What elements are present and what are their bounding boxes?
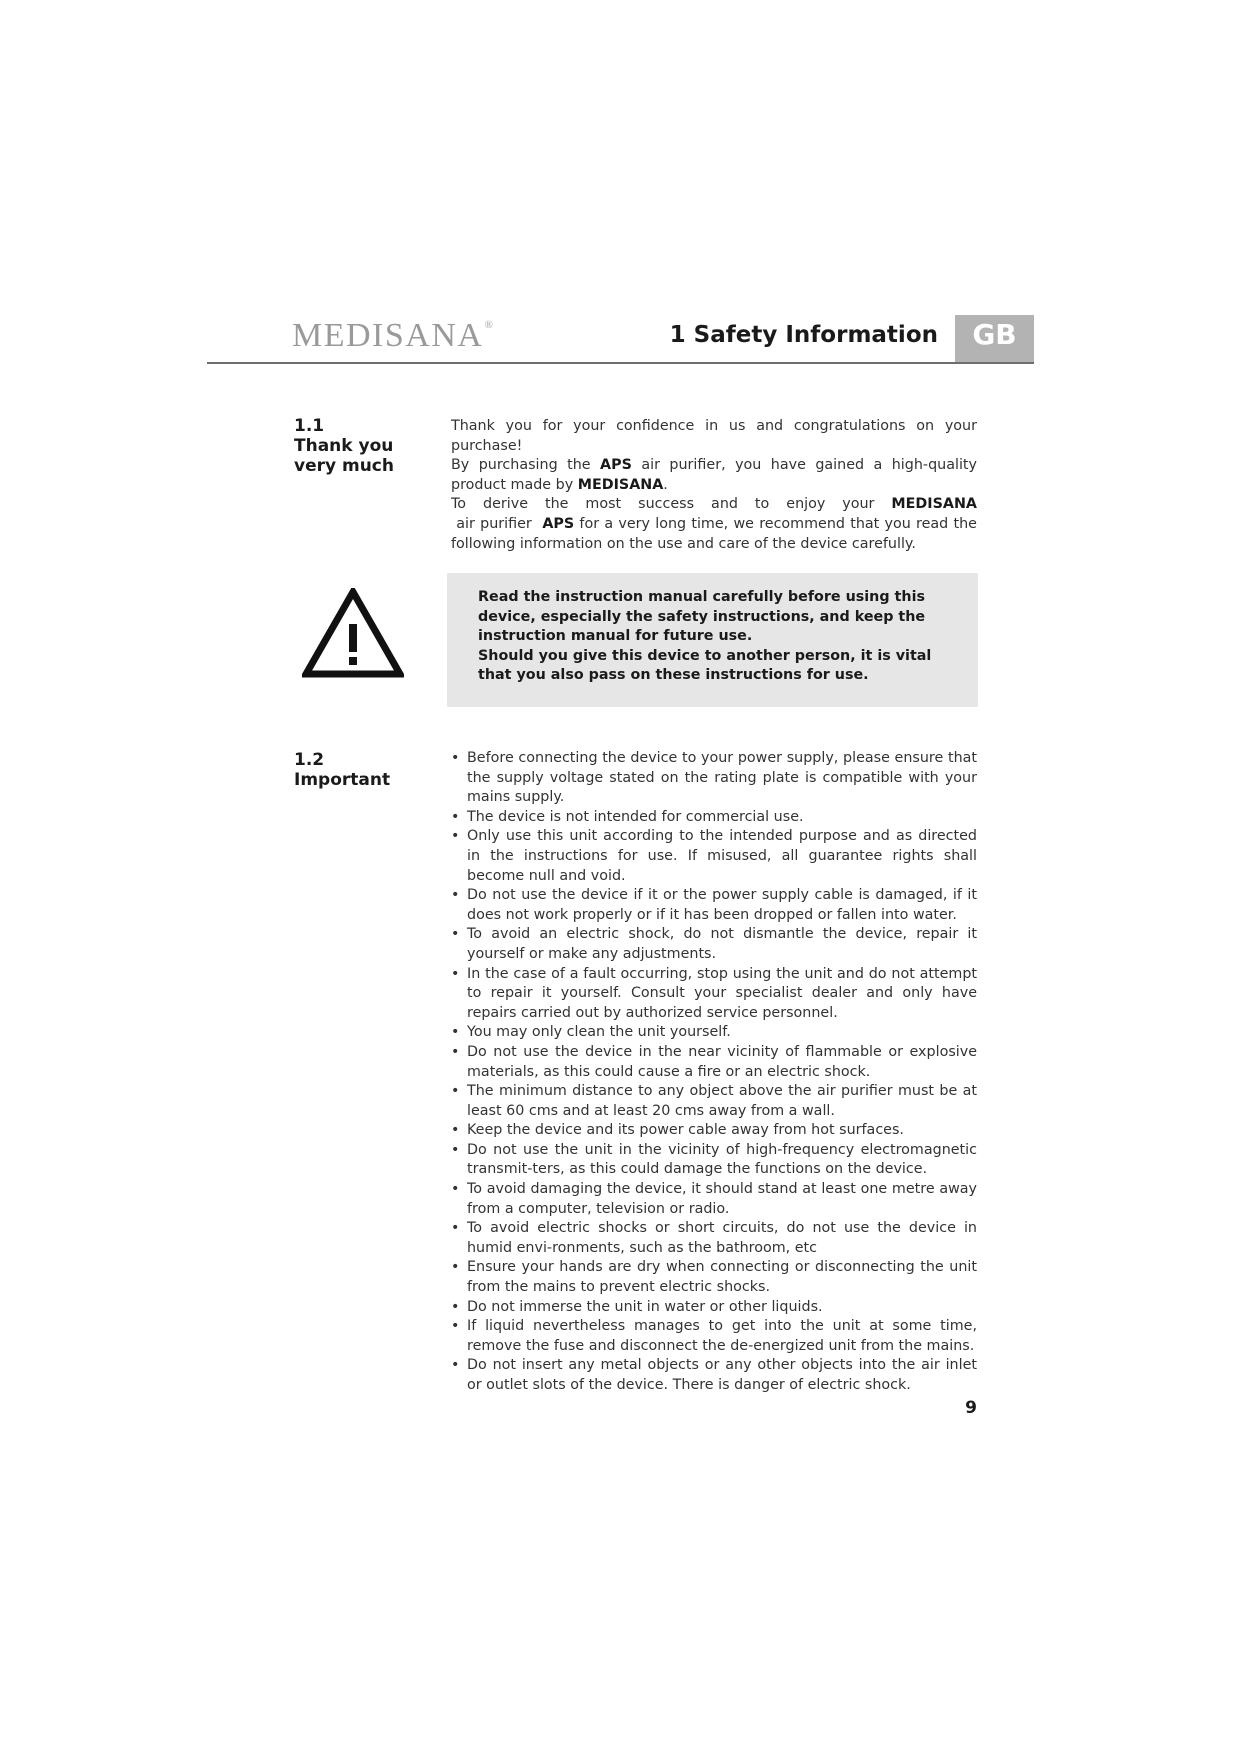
list-item (451, 827, 977, 886)
bullet-icon: • (451, 1259, 460, 1276)
intro-text: Thank you for your confidence in us and congratulations on your purchase! (451, 418, 977, 454)
bullet-icon: • (451, 1357, 460, 1374)
list-item-text: Ensure your hands are dry when connecting or disconnecting the unit from the mains to prevent electric shocks. (467, 1259, 977, 1296)
product-name: APS (600, 457, 632, 474)
brand-name: MEDISANA (891, 496, 977, 513)
bullet-icon: • (451, 887, 460, 904)
bullet-icon: • (451, 828, 460, 845)
list-item-text: In the case of a fault occurring, stop using the unit and do not attempt to repair it yourself. Consult your specialist dealer and only have repairs carried out by authorized service personnel. (467, 965, 977, 1021)
list-item-text: You may only clean the unit yourself. (467, 1024, 731, 1041)
list-item (451, 1121, 977, 1141)
logo-registered-mark: ® (484, 319, 494, 331)
list-item-text: Do not use the device if it or the power supply cable is damaged, if it does not work properly or if it has been dropped or fallen into water. (467, 887, 977, 923)
bullet-icon: • (451, 808, 460, 825)
section-1-2-body (451, 749, 977, 1396)
product-name: APS (542, 515, 575, 532)
list-item-text: Before connecting the device to your power supply, please ensure that the supply voltage stated on the rating plate is compatible with your mains supply. (467, 750, 977, 806)
list-item-text: Do not use the device in the near vicinity of flammable or explosive materials, as this could cause a fire or an electric shock. (467, 1043, 977, 1080)
section-heading: very much (294, 456, 394, 476)
warning-triangle-icon (302, 588, 404, 678)
list-item (451, 1141, 977, 1180)
list-item (451, 1219, 977, 1258)
section-heading: Thank you (294, 436, 394, 456)
list-item-text: Do not insert any metal objects or any other objects into the air inlet or outlet slots of the device. There is danger of electric shock. (467, 1357, 977, 1393)
notice-text: Should you give this device to another person, it is vital that you also pass on these instructions for use. (478, 647, 932, 684)
list-item-text: The minimum distance to any object above the air purifier must be at least 60 cms and at least 20 cms away from a wall. (467, 1083, 977, 1119)
header-divider (207, 362, 1034, 364)
list-item (451, 1258, 977, 1297)
list-item-text: To avoid damaging the device, it should stand at least one metre away from a computer, television or radio. (467, 1181, 977, 1217)
bullet-icon: • (451, 1141, 460, 1158)
intro-paragraph (451, 456, 977, 495)
intro-text: air purifier, you have gained a high-quality product made by (451, 457, 977, 493)
list-item-text: Only use this unit according to the intended purpose and as directed in the instructions for use. If misused, all guarantee rights shall become null and void. (467, 828, 977, 884)
intro-text: for a very long time, we recommend that you read the following information on the use and care of the device carefully. (451, 515, 977, 552)
intro-paragraph (451, 417, 977, 456)
bullet-icon: • (451, 1318, 460, 1335)
page-title: 1 Safety Information (669, 322, 938, 348)
list-item-text: To avoid an electric shock, do not dismantle the device, repair it yourself or make any adjustments. (467, 926, 977, 962)
intro-paragraph (451, 495, 977, 554)
intro-text: air purifier (451, 515, 543, 532)
language-tab: GB (955, 315, 1034, 363)
bullet-icon: • (451, 1024, 460, 1041)
list-item (451, 1317, 977, 1356)
safety-bullet-list (451, 749, 977, 1396)
safety-notice-box (447, 573, 978, 707)
notice-text: Read the instruction manual carefully before using this device, especially the safety instructions, and keep the instruction manual for future use. (478, 589, 926, 645)
bullet-icon: • (451, 1298, 460, 1315)
section-1-2-label (294, 750, 390, 790)
bullet-icon: • (451, 750, 460, 766)
intro-text: To derive the most success and to enjoy your (451, 496, 892, 513)
logo-text: MEDISANA (292, 317, 484, 354)
list-item (451, 886, 977, 925)
bullet-icon: • (451, 926, 460, 943)
list-item (451, 808, 977, 828)
list-item-text: The device is not intended for commercial use. (467, 808, 804, 825)
bullet-icon: • (451, 1083, 460, 1100)
section-heading: Important (294, 770, 391, 790)
list-item-text: If liquid nevertheless manages to get into the unit at some time, remove the fuse and disconnect the de-energized unit from the mains. (467, 1318, 977, 1354)
section-number: 1.2 (294, 750, 325, 770)
list-item-text: Keep the device and its power cable away from hot surfaces. (467, 1122, 904, 1139)
bullet-icon: • (451, 1122, 460, 1139)
list-item (451, 1043, 977, 1082)
list-item (451, 1082, 977, 1121)
list-item (451, 1356, 977, 1395)
intro-text: . (663, 476, 668, 493)
list-item (451, 1180, 977, 1219)
page-number: 9 (965, 1398, 977, 1418)
intro-text: By purchasing the (451, 457, 601, 474)
medisana-logo (292, 316, 494, 353)
section-1-1-label (294, 416, 394, 476)
list-item (451, 965, 977, 1024)
section-1-1-body (451, 417, 977, 554)
list-item-text: To avoid electric shocks or short circuits, do not use the device in humid envi-ronments, such as the bathroom, etc (467, 1220, 977, 1256)
list-item (451, 925, 977, 964)
list-item (451, 1023, 977, 1043)
list-item (451, 749, 977, 808)
brand-name: MEDISANA (577, 476, 664, 493)
bullet-icon: • (451, 1043, 460, 1060)
list-item (451, 1298, 977, 1318)
bullet-icon: • (451, 1181, 460, 1198)
list-item-text: Do not immerse the unit in water or other liquids. (467, 1298, 823, 1315)
list-item-text: Do not use the unit in the vicinity of high-frequency electromagnetic transmit-ters, as this could damage the functions on the device. (467, 1141, 977, 1178)
bullet-icon: • (451, 1220, 460, 1237)
section-number: 1.1 (294, 416, 325, 436)
bullet-icon: • (451, 965, 460, 982)
